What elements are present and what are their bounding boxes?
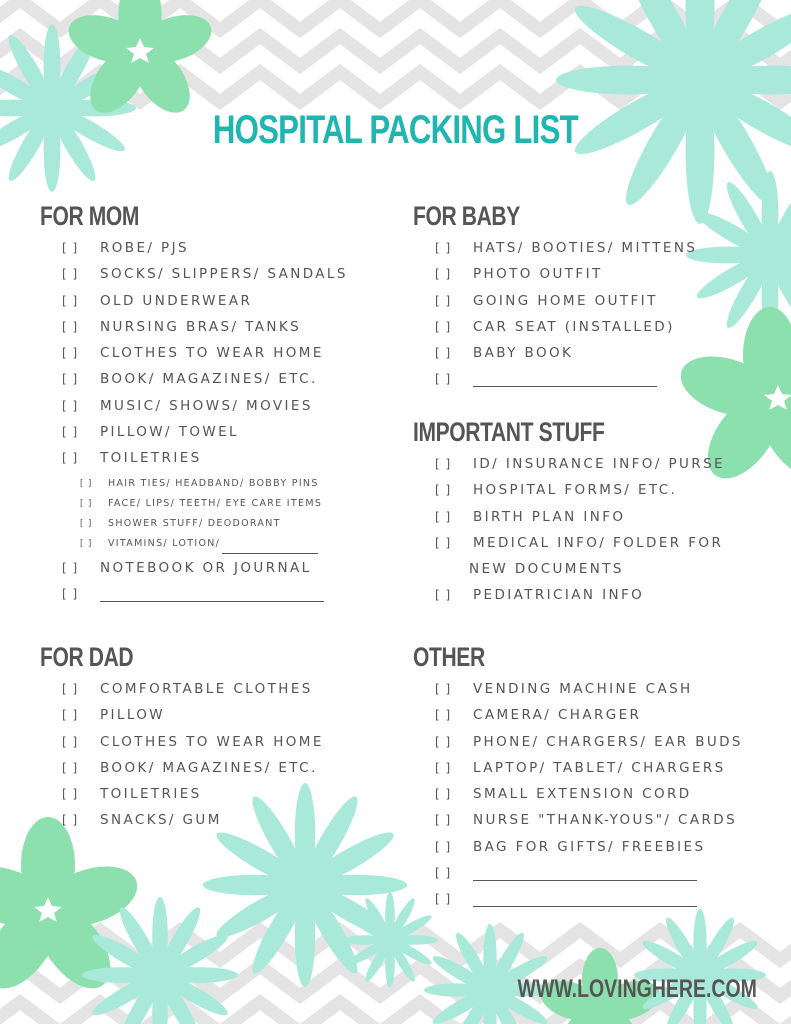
item-label: PHONE/ CHARGERS/ EAR BUDS: [473, 733, 743, 750]
item-label: ID/ INSURANCE INFO/ PURSE: [473, 456, 725, 472]
item-label: PILLOW/ TOWEL: [100, 424, 239, 441]
item-label: BIRTH PLAN INFO: [473, 508, 626, 525]
item-label: PEDIATRICIAN INFO: [473, 587, 645, 604]
website-url: WWW.LOVINGHERE.COM: [517, 975, 757, 1003]
toiletries-subitems: [40, 474, 370, 554]
item-label: TOILETRIES: [100, 450, 202, 467]
checkbox[interactable]: [ ]: [62, 267, 79, 282]
checkbox[interactable]: [ ]: [435, 588, 452, 603]
checkbox[interactable]: [ ]: [62, 346, 79, 361]
checkbox[interactable]: [ ]: [435, 241, 452, 255]
checkbox[interactable]: [ ]: [435, 483, 452, 498]
section-important-stuff: [413, 416, 753, 609]
section-for-baby: [413, 200, 743, 393]
section-heading: IMPORTANT STUFF: [413, 417, 605, 447]
item-label: BABY BOOK: [473, 345, 574, 362]
checkbox[interactable]: [ ]: [435, 293, 452, 308]
checkbox[interactable]: [ ]: [80, 478, 93, 489]
list-item: [62, 702, 370, 728]
list-item: [62, 393, 370, 419]
list-item: [435, 340, 743, 366]
list-item-blank: [435, 860, 753, 886]
list-item: [62, 555, 370, 581]
item-label: CLOTHES TO WEAR HOME: [100, 733, 324, 750]
list-item: [62, 261, 370, 287]
checkbox[interactable]: [ ]: [62, 682, 79, 696]
item-label: CAR SEAT (INSTALLED): [473, 318, 675, 335]
item-label: MUSIC/ SHOWS/ MOVIES: [100, 397, 313, 414]
list-item: [435, 530, 753, 556]
checkbox[interactable]: [ ]: [435, 457, 452, 471]
list-item: [435, 702, 753, 728]
item-label: NURSING BRAS/ TANKS: [100, 318, 302, 335]
item-label: SOCKS/ SLIPPERS/ SANDALS: [100, 266, 348, 283]
checkbox[interactable]: [ ]: [435, 708, 452, 723]
list-item: [62, 445, 370, 471]
item-label: NEW DOCUMENTS: [469, 561, 624, 578]
list-item-blank: [435, 366, 743, 392]
item-label: GOING HOME OUTFIT: [473, 292, 658, 309]
checkbox[interactable]: [ ]: [62, 734, 79, 749]
checkbox[interactable]: [ ]: [435, 866, 452, 881]
blank-line[interactable]: [473, 906, 697, 907]
section-heading: FOR MOM: [40, 201, 140, 231]
item-label: LAPTOP/ TABLET/ CHARGERS: [473, 759, 726, 776]
checkbox[interactable]: [ ]: [62, 451, 79, 466]
checkbox[interactable]: [ ]: [62, 813, 79, 828]
section-other: [413, 641, 753, 913]
item-label: HATS/ BOOTIES/ MITTENS: [473, 240, 698, 256]
checkbox[interactable]: [ ]: [435, 813, 452, 828]
checkbox[interactable]: [ ]: [62, 425, 79, 440]
item-label: OLD UNDERWEAR: [100, 292, 253, 309]
checkbox[interactable]: [ ]: [62, 398, 79, 413]
checkbox[interactable]: [ ]: [435, 535, 452, 550]
item-label: BOOK/ MAGAZINES/ ETC.: [100, 371, 318, 388]
checkbox[interactable]: [ ]: [435, 734, 452, 749]
checkbox[interactable]: [ ]: [62, 760, 79, 775]
list-item-continuation: [435, 556, 753, 582]
item-label: TOILETRIES: [100, 786, 202, 803]
checkbox[interactable]: [ ]: [435, 509, 452, 524]
list-item: [62, 314, 370, 340]
item-label: NOTEBOOK OR JOURNAL: [100, 559, 312, 576]
list-item: [62, 807, 370, 833]
checkbox[interactable]: [ ]: [62, 708, 79, 723]
section-heading: OTHER: [413, 642, 485, 672]
page-title: HOSPITAL PACKING LIST: [212, 108, 578, 152]
sub-list-item: [80, 514, 370, 534]
checkbox[interactable]: [ ]: [435, 787, 452, 802]
blank-line[interactable]: [473, 880, 697, 881]
list-item: [62, 340, 370, 366]
sub-list-item: [80, 474, 370, 494]
list-item: [62, 366, 370, 392]
list-item: [435, 314, 743, 340]
list-item: [435, 781, 753, 807]
checkbox[interactable]: [ ]: [62, 241, 79, 255]
checkbox[interactable]: [ ]: [62, 560, 79, 575]
checkbox[interactable]: [ ]: [435, 319, 452, 334]
list-item: [435, 582, 753, 608]
item-label: SMALL EXTENSION CORD: [473, 786, 692, 803]
item-label: COMFORTABLE CLOTHES: [100, 681, 313, 697]
checkbox[interactable]: [ ]: [435, 267, 452, 282]
checkbox[interactable]: [ ]: [62, 787, 79, 802]
item-label: HOSPITAL FORMS/ ETC.: [473, 482, 678, 499]
list-item: [435, 451, 753, 477]
list-item: [62, 235, 370, 261]
item-label: MEDICAL INFO/ FOLDER FOR: [473, 534, 724, 551]
section-for-mom: [40, 200, 370, 607]
checkbox[interactable]: [ ]: [62, 372, 79, 387]
blank-line[interactable]: [100, 601, 324, 602]
list-item: [435, 288, 743, 314]
checkbox[interactable]: [ ]: [435, 372, 452, 387]
checkbox[interactable]: [ ]: [435, 682, 452, 696]
section-heading: FOR DAD: [40, 642, 134, 672]
item-label: NURSE "THANK-YOUS"/ CARDS: [473, 812, 738, 829]
blank-line[interactable]: [473, 386, 657, 387]
checkbox[interactable]: [ ]: [435, 892, 452, 907]
list-item: [62, 676, 370, 702]
list-item: [435, 477, 753, 503]
list-item: [435, 807, 753, 833]
blank-line[interactable]: [222, 543, 318, 554]
list-item: [62, 781, 370, 807]
list-item: [62, 755, 370, 781]
section-for-dad: [40, 641, 370, 834]
checkbox[interactable]: [ ]: [62, 586, 79, 601]
item-label: CLOTHES TO WEAR HOME: [100, 345, 324, 362]
list-item: [62, 729, 370, 755]
item-label: FACE/ LIPS/ TEETH/ EYE CARE ITEMS: [108, 497, 323, 509]
list-item: [62, 419, 370, 445]
list-item: [435, 504, 753, 530]
item-label: VITAMINS/ LOTION/: [108, 537, 221, 549]
list-item: [435, 755, 753, 781]
checkbox[interactable]: [ ]: [435, 839, 452, 854]
item-label: VENDING MACHINE CASH: [473, 681, 693, 697]
list-item: [435, 676, 753, 702]
sub-list-item: [80, 534, 370, 554]
list-item: [435, 261, 743, 287]
item-label: SHOWER STUFF/ DEODORANT: [108, 517, 281, 529]
checkbox[interactable]: [ ]: [435, 760, 452, 775]
item-label: BOOK/ MAGAZINES/ ETC.: [100, 759, 318, 776]
sub-list-item: [80, 494, 370, 514]
item-label: HAIR TIES/ HEADBAND/ BOBBY PINS: [108, 477, 319, 489]
checkbox[interactable]: [ ]: [62, 293, 79, 308]
list-item-blank: [62, 581, 370, 607]
list-item: [62, 288, 370, 314]
list-item: [435, 834, 753, 860]
section-heading: FOR BABY: [413, 201, 520, 231]
item-label: ROBE/ PJS: [100, 240, 189, 256]
list-item: [435, 235, 743, 261]
item-label: BAG FOR GIFTS/ FREEBIES: [473, 838, 706, 855]
item-label: PILLOW: [100, 707, 166, 724]
item-label: SNACKS/ GUM: [100, 812, 222, 829]
checkbox[interactable]: [ ]: [80, 518, 93, 529]
list-item: [435, 729, 753, 755]
item-label: PHOTO OUTFIT: [473, 266, 603, 283]
checkbox[interactable]: [ ]: [80, 498, 93, 509]
checkbox[interactable]: [ ]: [435, 346, 452, 361]
list-item-blank: [435, 886, 753, 912]
checkbox[interactable]: [ ]: [62, 319, 79, 334]
checkbox[interactable]: [ ]: [80, 538, 93, 549]
item-label: CAMERA/ CHARGER: [473, 707, 642, 724]
